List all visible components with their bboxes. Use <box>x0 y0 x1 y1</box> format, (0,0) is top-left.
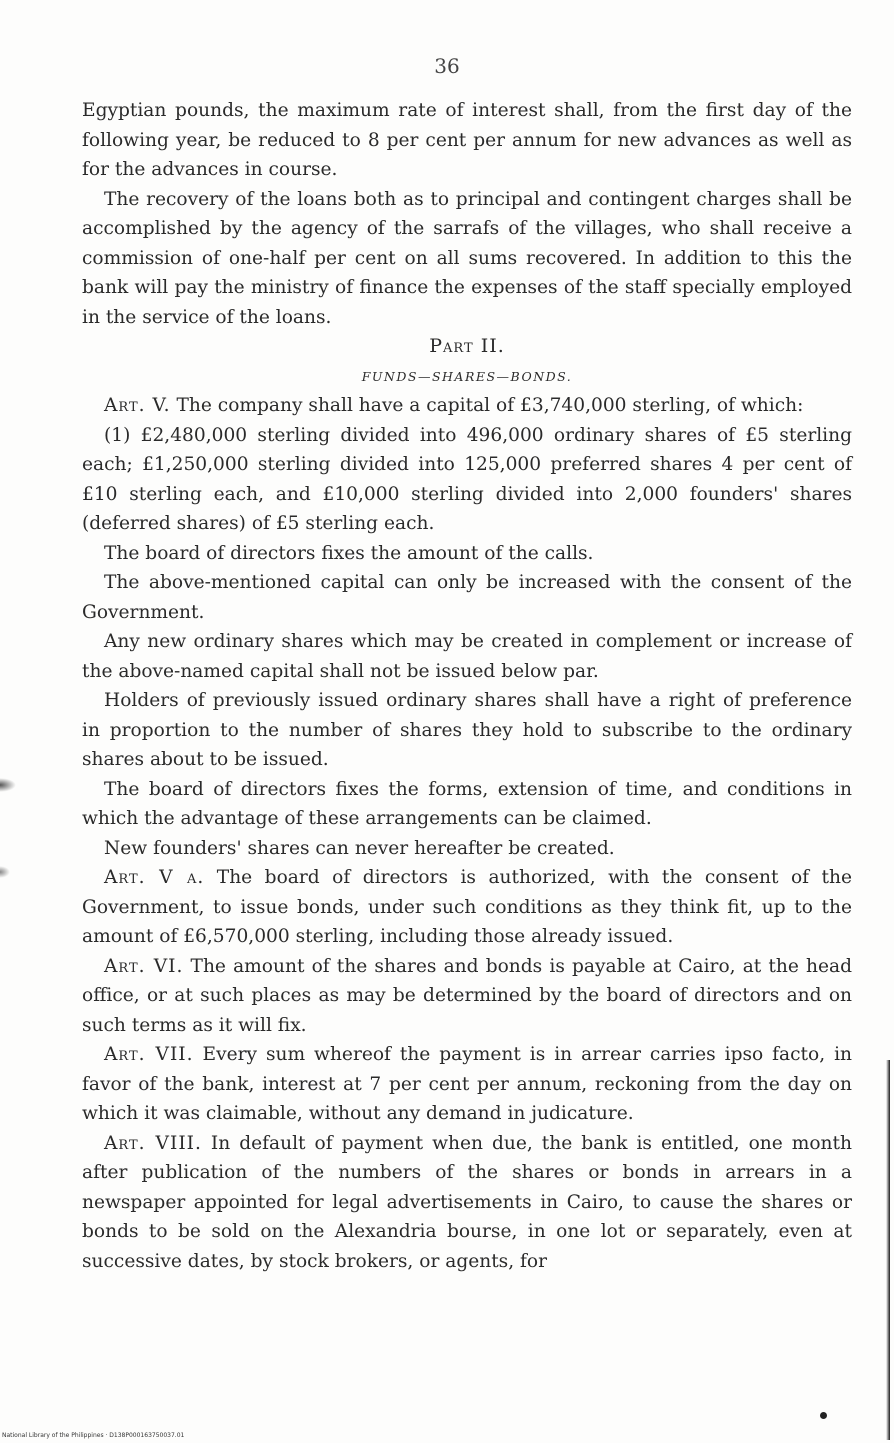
article-paragraph <box>82 421 852 539</box>
page-number: 36 <box>434 54 460 78</box>
article-paragraph <box>82 775 852 834</box>
scan-footer-text: National Library of the Philippines · D138P000163750037.01 <box>2 1432 185 1439</box>
article-text: Any new ordinary shares which may be created in complement or increase of the above-named capital shall not be issued below par. <box>82 631 852 682</box>
article-text: The board of directors is authorized, with the consent of the Government, to issue bonds, under such conditions as they think fit, up to the amount of £6,570,000 sterling, including those already issued. <box>82 867 852 947</box>
part-heading: Part II. <box>429 335 505 357</box>
article-paragraph <box>82 568 852 627</box>
article-paragraph <box>82 686 852 775</box>
part-subheading: FUNDS—SHARES—BONDS. <box>361 368 573 384</box>
paragraph-top-2: The recovery of the loans both as to principal and contingent charges shall be accomplished by the agency of the sarrafs of the villages, who shall receive a commission of one-half per cent on all sums recovered. In addition to this the bank will pay the ministry of finance the expenses of the staff specially employed in the service of the loans. <box>82 188 852 328</box>
scan-edge-mark <box>0 866 10 878</box>
article-text: The company shall have a capital of £3,740,000 sterling, of which: <box>170 395 804 416</box>
article-text: New founders' shares can never hereafter be created. <box>104 837 615 859</box>
article-text: The amount of the shares and bonds is payable at Cairo, at the head office, or at such places as may be determined by the board of directors and on such terms as it will fix. <box>82 955 852 1036</box>
article-paragraph <box>82 834 852 864</box>
article-paragraph <box>82 539 852 569</box>
article-paragraph <box>82 863 852 952</box>
paragraph-top-1: Egyptian pounds, the maximum rate of interest shall, from the first day of the following year, be reduced to 8 per cent per annum for new advances as well as for the advances in course. <box>82 100 852 180</box>
scan-dot-mark <box>820 1412 827 1419</box>
article-text: The above-mentioned capital can only be increased with the consent of the Government. <box>82 572 852 623</box>
article-label: Art. VIII. <box>104 1132 202 1154</box>
article-text: Every sum whereof the payment is in arrear carries ipso facto, in favor of the bank, interest at 7 per cent per annum, reckoning from the day on which it was claimable, without any demand in judicature. <box>82 1044 853 1124</box>
article-text: (1) £2,480,000 sterling divided into 496,000 ordinary shares of £5 sterling each; £1,250,000 sterling divided into 125,000 preferred shares 4 per cent of £10 sterling each, and £10,000 sterling divided into 2,000 founders' shares (deferred shares) of £5 sterling each. <box>82 424 852 534</box>
article-label: Art. VII. <box>104 1044 194 1065</box>
article-label: Art. V a. <box>104 867 205 888</box>
article-text: Holders of previously issued ordinary shares shall have a right of preference in proportion to the number of shares they hold to subscribe to the ordinary shares about to be issued. <box>82 690 852 770</box>
scan-edge-mark <box>0 778 16 792</box>
article-label: Art. VI. <box>104 955 184 977</box>
article-paragraph <box>82 391 852 421</box>
article-paragraph <box>82 1040 852 1129</box>
article-text: The board of directors fixes the forms, extension of time, and conditions in which the advantage of these arrangements can be claimed. <box>82 778 852 829</box>
body-text <box>82 96 852 1276</box>
article-paragraph <box>82 1129 852 1277</box>
article-text: The board of directors fixes the amount of the calls. <box>104 542 594 564</box>
article-paragraph <box>82 952 852 1041</box>
scan-page-edge <box>886 1060 890 1440</box>
article-paragraph <box>82 627 852 686</box>
article-label: Art. V. <box>104 395 171 416</box>
article-text: In default of payment when due, the bank is entitled, one month after publication of the numbers of the shares or bonds in arrears in a newspaper appointed for legal advertisements in Cairo, to cause the shares or bonds to be sold on the Alexandria bourse, in one lot or separately, even at successive dates, by stock brokers, or agents, for <box>82 1132 852 1272</box>
